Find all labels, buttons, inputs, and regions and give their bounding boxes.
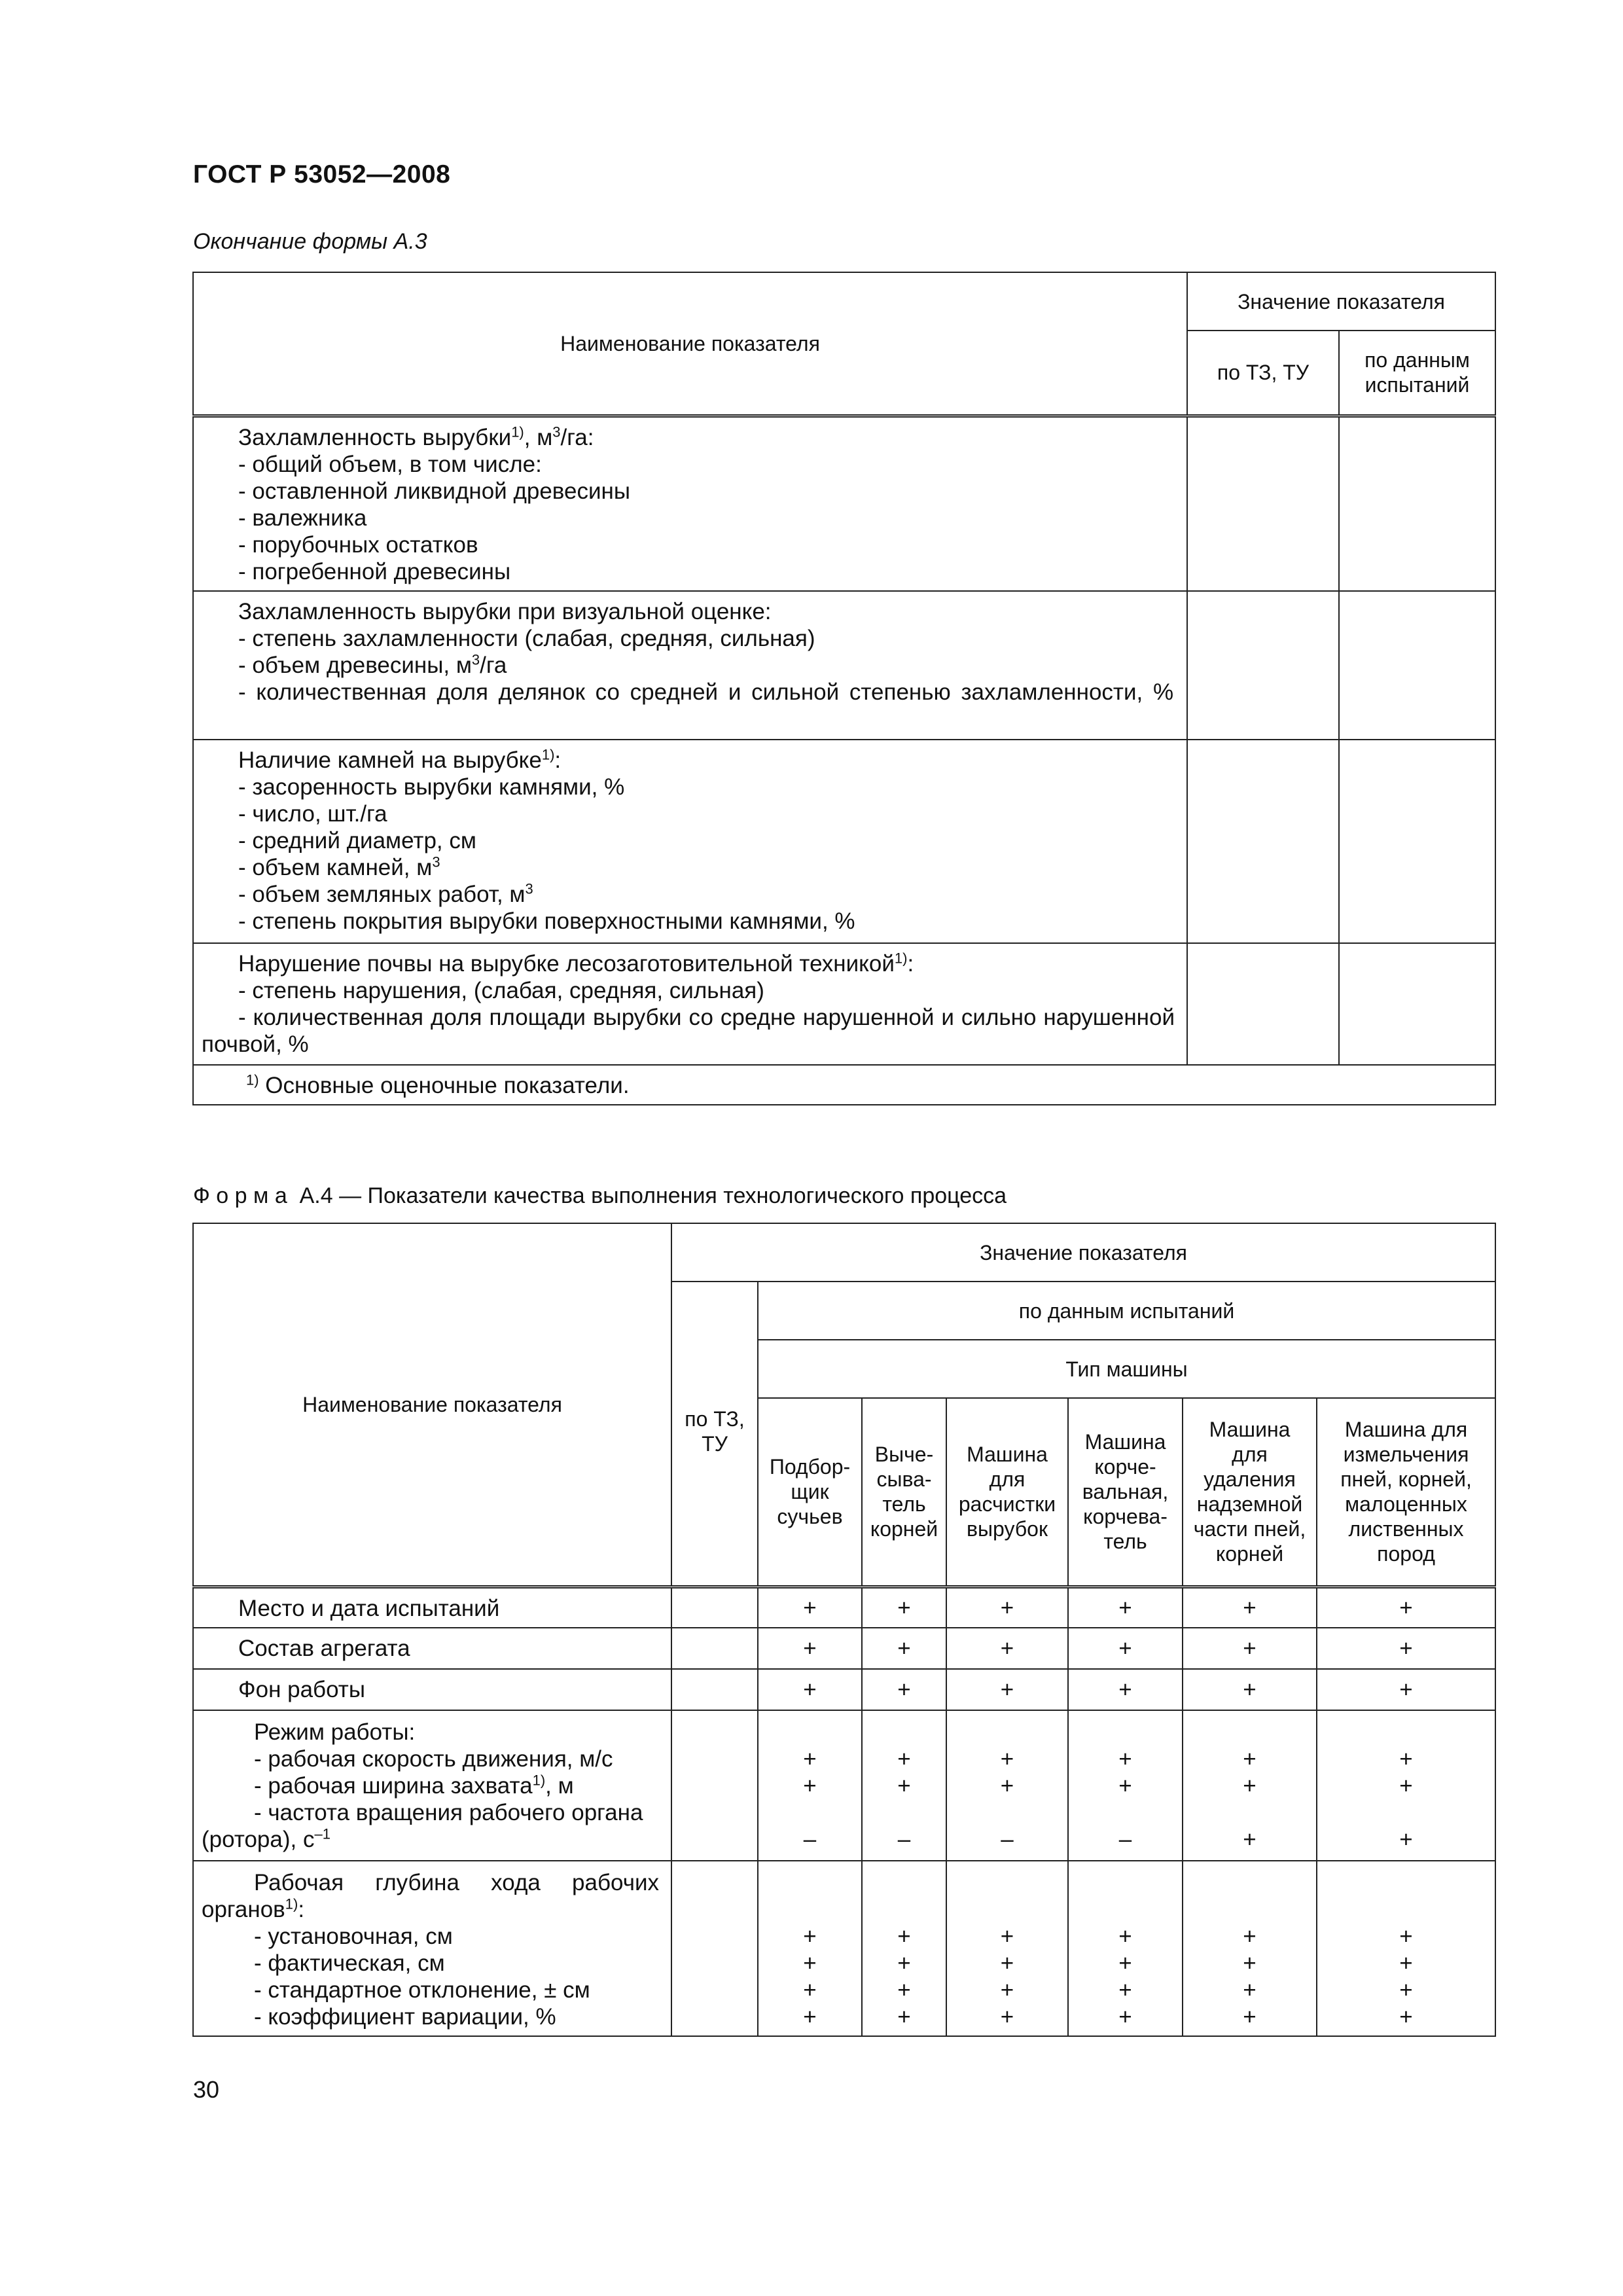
a3-value-tz <box>1187 943 1339 1065</box>
page-number: 30 <box>193 2076 220 2103</box>
a3-footnote: $^{1)}$ Основные оценочные показатели. <box>193 1065 1495 1105</box>
a4-mark-col: + + – <box>758 1710 862 1861</box>
a4-machine-clearing: Машина для расчистки вырубок <box>946 1398 1068 1587</box>
a4-mark: + <box>758 1669 862 1710</box>
a3-header-name: Наименование показателя <box>193 272 1187 416</box>
a3-row-item: - степень нарушения, (слабая, средняя, сильная) <box>238 977 764 1003</box>
a4-row-work-background: Фон работы <box>193 1669 671 1710</box>
a4-mark: + <box>946 1587 1068 1628</box>
a3-row-item: - оставленной ликвидной древесины <box>238 478 630 504</box>
a4-mark: + <box>1183 1587 1317 1628</box>
a3-row-item: - засоренность вырубки камнями, % <box>238 774 625 800</box>
a4-tz-cell <box>671 1710 758 1861</box>
a4-mark: + <box>1183 1669 1317 1710</box>
a3-row-stones <box>193 740 1187 943</box>
a3-value-tz <box>1187 591 1339 740</box>
a3-row-soil <box>193 943 1187 1065</box>
a4-header-value: Значение показателя <box>671 1223 1495 1282</box>
a4-mark: + <box>1068 1669 1183 1710</box>
a3-row-title: Наличие камней на вырубке$^{1)}$: <box>238 745 562 773</box>
a3-row-item: - погребенной древесины <box>238 558 511 584</box>
a4-mark-col: + + – <box>862 1710 946 1861</box>
a4-row-place-date: Место и дата испытаний <box>193 1587 671 1628</box>
a3-row-item: - объем камней, $м^3$ <box>238 853 440 880</box>
a3-row-item: - валежника <box>238 505 367 531</box>
a3-value-tz <box>1187 740 1339 943</box>
a3-row-clutter <box>193 416 1187 591</box>
a4-row-depth: Рабочая глубина хода рабочих органов$^{1)}$: - установочная, см - фактическая, см - стандартное отклонение, ± см - коэффициент вариации, % <box>193 1861 671 2036</box>
a4-machine-root-comber: Выче-сыва-тель корней <box>862 1398 946 1587</box>
a4-tz-cell <box>671 1587 758 1628</box>
a4-mark: + <box>758 1628 862 1669</box>
a4-mark-col: + + + + <box>946 1861 1068 2036</box>
a4-machine-stump-puller: Машина корче-вальная, корчева-тель <box>1068 1398 1183 1587</box>
a3-row-item: - порубочных остатков <box>238 531 478 558</box>
a4-mark: + <box>946 1628 1068 1669</box>
a4-machine-picker: Подбор-щик сучьев <box>758 1398 862 1587</box>
a3-row-item: - объем древесины, $м^3/га$ <box>238 651 507 678</box>
a3-value-tests <box>1339 591 1495 740</box>
a4-tz-cell <box>671 1861 758 2036</box>
a3-value-tests <box>1339 943 1495 1065</box>
a4-mark-col: + + + + <box>758 1861 862 2036</box>
a4-mark: + <box>1317 1669 1495 1710</box>
form-a3-table <box>192 272 1496 1105</box>
a3-row-item: - количественная доля площади вырубки со средне нарушенной и сильно нарушенной почвой, % <box>202 1004 1175 1057</box>
a4-mark-col: + + – <box>1068 1710 1183 1861</box>
a3-header-value: Значение показателя <box>1187 272 1495 331</box>
a4-mark: + <box>946 1669 1068 1710</box>
a3-row-item: - степень покрытия вырубки поверхностными камнями, % <box>238 908 855 934</box>
a3-row-title: Захламленность вырубки при визуальной оценке: <box>238 598 772 624</box>
a3-row-item: - количественная доля делянок со средней и сильной степенью захламленности, % <box>238 679 1174 705</box>
form-a4-table <box>192 1223 1496 2037</box>
a4-machine-stump-remover: Машина для удаления надземной части пней, корней <box>1183 1398 1317 1587</box>
a3-row-item: - число, шт./га <box>238 800 387 827</box>
form-a4-caption: Ф о р м а А.4 — Показатели качества выполнения технологического процесса <box>193 1183 1007 1208</box>
a4-mark-col: + + + <box>1183 1710 1317 1861</box>
a4-mark: + <box>862 1587 946 1628</box>
a4-mark-col: + + + + <box>1068 1861 1183 2036</box>
a4-header-name: Наименование показателя <box>193 1223 671 1587</box>
a4-mark: + <box>1317 1587 1495 1628</box>
a4-mark: + <box>758 1587 862 1628</box>
a4-header-tz: по ТЗ, ТУ <box>671 1282 758 1587</box>
a4-mark: + <box>1068 1587 1183 1628</box>
a3-row-item: - средний диаметр, см <box>238 827 476 853</box>
a3-row-visual-clutter <box>193 591 1187 740</box>
a3-row-title: Нарушение почвы на вырубке лесозаготовительной техникой$^{1)}$: <box>238 949 914 977</box>
a4-mark-col: + + – <box>946 1710 1068 1861</box>
a4-machine-shredder: Машина для измельчения пней, корней, малоценных лиственных пород <box>1317 1398 1495 1587</box>
a4-mark-col: + + + + <box>1183 1861 1317 2036</box>
a4-tz-cell <box>671 1628 758 1669</box>
a3-value-tests <box>1339 740 1495 943</box>
a4-mark: + <box>1317 1628 1495 1669</box>
a4-header-machine-type: Тип машины <box>758 1340 1495 1398</box>
a4-tz-cell <box>671 1669 758 1710</box>
a4-mark-col: + + + <box>1317 1710 1495 1861</box>
a3-row-item: - общий объем, в том числе: <box>238 451 542 477</box>
a4-row-work-mode: Режим работы: - рабочая скорость движения, м/с - рабочая ширина захвата$^{1)}$, м - частота вращения рабочего органа (ротора), $с^{-1}$ <box>193 1710 671 1861</box>
a3-value-tests <box>1339 416 1495 591</box>
a3-row-title: Захламленность вырубки$^{1)}$, $м^3/га$: <box>238 423 594 450</box>
a4-mark-col: + + + + <box>1317 1861 1495 2036</box>
document-header: ГОСТ Р 53052—2008 <box>193 160 451 188</box>
a4-mark: + <box>862 1628 946 1669</box>
a4-mark: + <box>862 1669 946 1710</box>
a3-row-item: - объем земляных работ, $м^3$ <box>238 880 533 907</box>
a4-mark: + <box>1183 1628 1317 1669</box>
form-a3-caption: Окончание формы А.3 <box>193 229 427 254</box>
a3-header-tests: по данным испытаний <box>1339 331 1495 416</box>
a4-mark: + <box>1068 1628 1183 1669</box>
a4-mark-col: + + + + <box>862 1861 946 2036</box>
a3-header-tz: по ТЗ, ТУ <box>1187 331 1339 416</box>
a4-header-tests: по данным испытаний <box>758 1282 1495 1340</box>
a4-row-unit-composition: Состав агрегата <box>193 1628 671 1669</box>
a3-value-tz <box>1187 416 1339 591</box>
a3-row-item: - степень захламленности (слабая, средняя, сильная) <box>238 625 815 651</box>
